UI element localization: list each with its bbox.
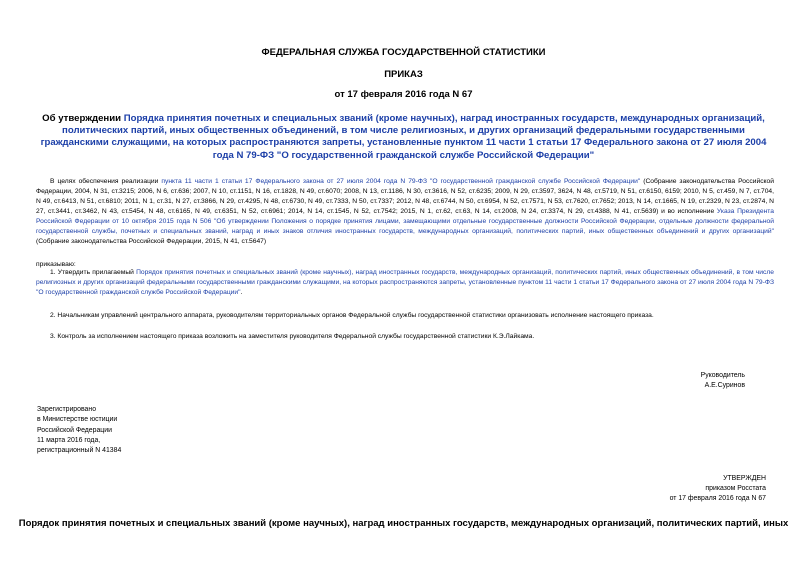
order-word: приказываю: — [36, 261, 76, 268]
signature-position: Руководитель — [700, 372, 745, 379]
signature-block — [701, 371, 745, 391]
approval-line-2: приказом Росстата — [705, 485, 766, 492]
item-3: 3. Контроль за исполнением настоящего приказа возложить на заместителя руководителя Федеральной службы государственной статистики К.Э.Лайкама. — [50, 333, 535, 340]
registration-line-1: Зарегистрировано — [37, 406, 97, 413]
item-1-start: 1. Утвердить прилагаемый — [50, 269, 137, 276]
registration-line-3: Российской Федерации — [37, 426, 112, 434]
approval-line-1: УТВЕРЖДЕН — [723, 475, 766, 482]
signature-name: А.Е.Суринов — [704, 382, 745, 389]
title-prefix: Об утверждении — [42, 113, 124, 124]
agency-heading: ФЕДЕРАЛЬНАЯ СЛУЖБА ГОСУДАРСТВЕННОЙ СТАТИСТИКИ — [261, 47, 546, 58]
registration-line-5: регистрационный N 41384 — [37, 447, 122, 455]
procedure-link[interactable]: Порядок принятия почетных и специальных званий (кроме научных), наград иностранных государств, международных организаций, политических партий, иных общественных объединений, в том числе религиозных и других организаций федеральными государственными гражданскими служащими, на которых распространяются запреты, установленные пунктом 11 части 1 статьи 17 Федерального закона от 27 июля 2004 года N 79-ФЗ "О государственной гражданской службе Российской Федерации" — [36, 269, 774, 296]
item-1 — [36, 268, 774, 298]
preamble-paragraph — [36, 177, 774, 247]
approval-line-3: от 17 февраля 2016 года N 67 — [669, 495, 766, 502]
decree-link[interactable]: Указа Президента Российской Федерации от 10 октября 2015 года N 506 "Об утверждении Положения о порядке принятия лицами, замещающими отдельные государственные должности Российской Федерации, отдельные должности федеральной государственной службы, почетных и специальных званий, наград и иных знаков отличия иностранных государств, международных организаций, политических партий, иных общественных объединений и других организаций" — [36, 208, 775, 235]
preamble-end: (Собрание законодательства Российской Федерации, 2015, N 41, ст.5647) — [36, 238, 267, 245]
item-2: 2. Начальникам управлений центрального аппарата, руководителям территориальных органов Федеральной службы государственной статистики организовать исполнение настоящего приказа. — [50, 312, 654, 319]
registration-line-2: в Министерстве юстиции — [37, 416, 118, 424]
preamble-start: В целях обеспечения реализации — [50, 178, 162, 185]
doc-type-heading: ПРИКАЗ — [384, 69, 423, 80]
procedure-heading: Порядок принятия почетных и специальных званий (кроме научных), наград иностранных государств, международных организаций, политических партий, иных — [18, 518, 789, 529]
law-link[interactable]: пункта 11 части 1 статьи 17 Федерального закона от 27 июля 2004 года N 79-ФЗ "О государственной гражданской службе Российской Федерации" — [161, 178, 641, 185]
approval-block — [670, 474, 766, 504]
registration-block — [37, 405, 121, 456]
preamble-mid: (Собрание законодательства Российской Федерации, 2004, N 31, ст.3215; 2006, N 6, ст.636; 2007, N 10, ст.1151, N 16, ст.1828, N 49, ст.6070; 2008, N 13, ст.1186, N 30, ст.3616, N 52, ст.6235; 2009, N 29, ст.3597, 3624, N 48, ст.5719, N 51, ст.6150, 6159; 2010, N 5, ст.459, N 7, ст.704, N 49, ст.6413, N 51, ст.6810; 2011, N 1, ст.31, N 27, ст.3866, N 29, ст.4295, N 48, ст.6730, N 49, ст.7333, N 50, ст.7337; 2012, N 48, ст.6744, N 50, ст.6954, N 52, ст.7571, N 53, ст.7620, ст.7652; 2013, N 14, ст.1665, N 19, ст.2329, N 23, ст.2874, N 27, ст.3441, ст.3462, N 43, ст.5454, N 48, ст.6165, N 49, ст.6351, N 52, ст.6961; 2014, N 14, ст.1545, N 52, ст.7542; 2015, N 1, ст.62, ст.63, N 14, ст.2008, N 24, ст.3374, N 29, ст.4388, N 41, ст.5639) и во исполнение — [36, 178, 774, 215]
document-title — [36, 113, 771, 162]
item-1-end: . — [240, 289, 243, 296]
registration-line-4: 11 марта 2016 года, — [37, 436, 101, 444]
date-number-heading: от 17 февраля 2016 года N 67 — [334, 89, 473, 100]
title-link[interactable]: Порядка принятия почетных и специальных званий (кроме научных), наград иностранных государств, международных организаций, политических партий, иных общественных объединений, в том числе религиозных, и других организаций федеральными государственными гражданскими служащими, на которых распространяются запреты, установленные пунктом 11 части 1 статьи 17 Федерального закона от 27 июля 2004 года N 79-ФЗ "О государственной гражданской службе Российской Федерации" — [40, 113, 767, 161]
